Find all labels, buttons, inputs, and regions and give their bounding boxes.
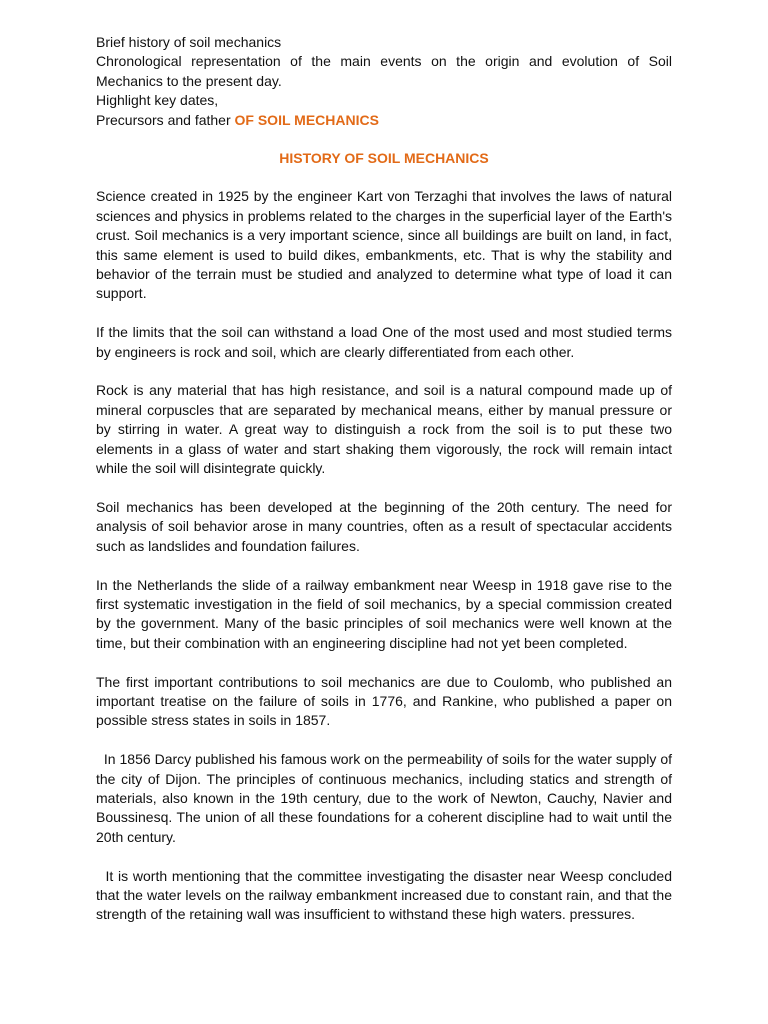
body-paragraph: Rock is any material that has high resistance, and soil is a natural compound made up of mineral corpuscles that are separated by mechanical means, either by manual pressure or by stirring in water. A great way to distinguish a rock from the soil is to put these two elements in a glass of water and start shaking them vigorously, the rock will remain intact while the soil will disintegrate quickly. <box>96 382 672 477</box>
body-paragraph: In 1856 Darcy published his famous work on the permeability of soils for the water supply of the city of Dijon. The principles of continuous mechanics, including statics and strength of materials, also known in the 19th century, due to the work of Newton, Cauchy, Navier and Boussinesq. The union of all these foundations for a coherent discipline had to wait until the 20th century. <box>96 751 672 845</box>
body-paragraph: Soil mechanics has been developed at the beginning of the 20th century. The need for analysis of soil behavior arose in many countries, often as a result of spectacular accidents such as landslides and foundation failures. <box>96 498 672 554</box>
intro-precursors-accent: OF SOIL MECHANICS <box>234 111 379 128</box>
body-paragraphs <box>96 187 672 924</box>
section-heading: HISTORY OF SOIL MECHANICS <box>279 150 489 167</box>
body-paragraph: Science created in 1925 by the engineer Kart von Terzaghi that involves the laws of natural sciences and physics in problems related to the charges in the superficial layer of the Earth's crust. Soil mechanics is a very important science, since all buildings are built on land, in fact, this same element is used to build dikes, embankments, etc. That is why the stability and behavior of the terrain must be studied and analyzed to determine what type of load it can support. <box>96 188 672 302</box>
intro-description: Chronological representation of the main events on the origin and evolution of Soil Mechanics to the present day. <box>96 53 672 89</box>
intro-precursors-text: Precursors and father <box>96 111 235 128</box>
intro-title: Brief history of soil mechanics <box>96 34 282 50</box>
intro-key-dates: Highlight key dates, <box>96 92 219 109</box>
body-paragraph: If the limits that the soil can withstand a load One of the most used and most studied terms by engineers is rock and soil, which are clearly differentiated from each other. <box>96 324 672 360</box>
body-paragraph: The first important contributions to soil mechanics are due to Coulomb, who published an important treatise on the failure of soils in 1776, and Rankine, who published a paper on possible stress states in soils in 1857. <box>96 673 672 729</box>
body-paragraph: It is worth mentioning that the committee investigating the disaster near Weesp concluded that the water levels on the railway embankment increased due to constant rain, and that the strength of the retaining wall was insufficient to withstand these high waters. pressures. <box>96 867 672 923</box>
intro-precursors <box>96 111 672 130</box>
body-paragraph: In the Netherlands the slide of a railway embankment near Weesp in 1918 gave rise to the first systematic investigation in the field of soil mechanics, by a special commission created by the government. Many of the basic principles of soil mechanics were well known at the time, but their combination with an engineering discipline had not yet been completed. <box>96 576 672 651</box>
document-page <box>96 33 672 944</box>
